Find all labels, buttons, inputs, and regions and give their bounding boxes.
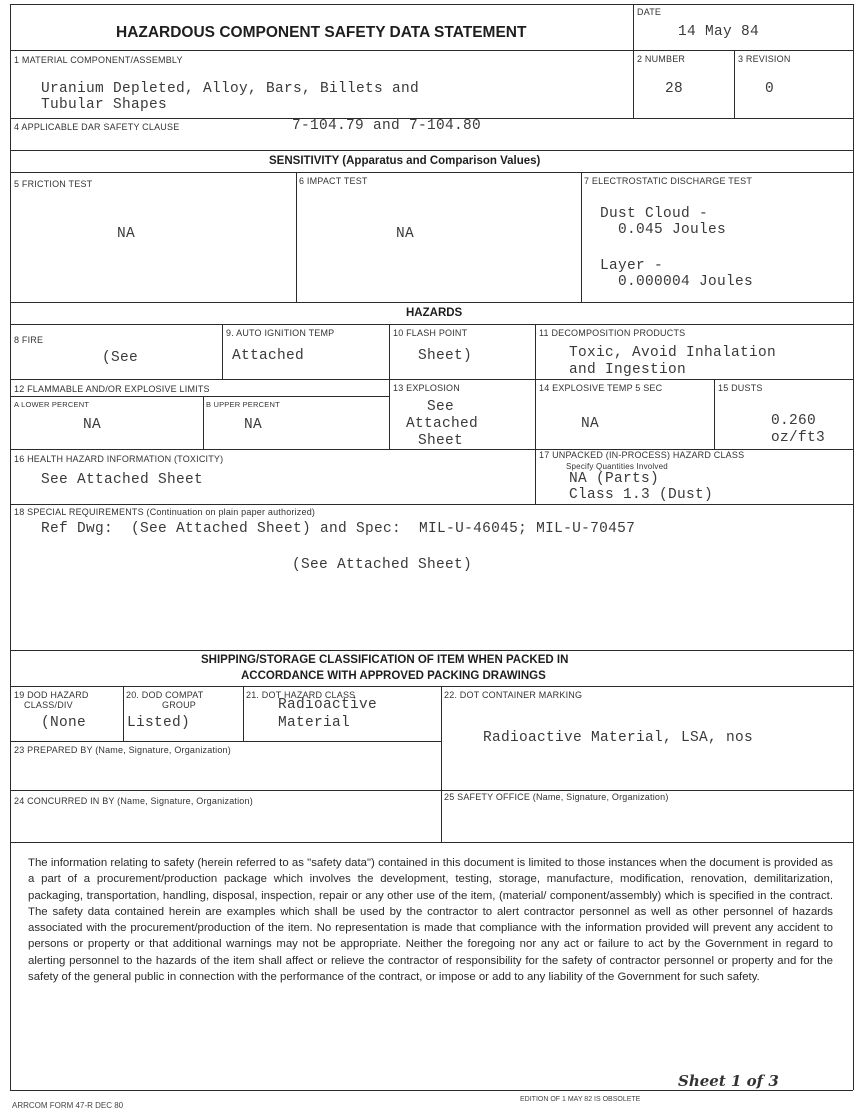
frame-bottom	[10, 1090, 853, 1091]
unpacked-line-2: Class 1.3 (Dust)	[569, 487, 714, 503]
rule-prepared	[10, 790, 853, 791]
unpacked-line-1: NA (Parts)	[569, 471, 660, 487]
concurred-label: 24 CONCURRED IN BY (Name, Signature, Organization)	[14, 796, 253, 806]
autoign-label: 9. AUTO IGNITION TEMP	[226, 328, 335, 338]
special-line-1: Ref Dwg: (See Attached Sheet) and Spec: MIL-U-46045; MIL-U-70457	[41, 521, 636, 537]
rule-special	[10, 650, 853, 651]
divider-safety-office	[441, 790, 442, 842]
material-line-2: Tubular Shapes	[41, 97, 168, 113]
rule-shipping	[10, 686, 853, 687]
dod-hazard-label-2: CLASS/DIV	[24, 700, 73, 710]
rule-sensitivity-end	[10, 302, 853, 303]
rule-concurred	[10, 842, 853, 843]
revision-label: 3 REVISION	[738, 54, 791, 64]
health-label: 16 HEALTH HAZARD INFORMATION (TOXICITY)	[14, 454, 224, 464]
material-line-1: Uranium Depleted, Alloy, Bars, Billets and	[41, 81, 420, 97]
rule-health	[10, 504, 853, 505]
date-value: 14 May 84	[678, 24, 760, 40]
esd-line-4: 0.000004 Joules	[618, 274, 754, 290]
divider-impact	[296, 172, 297, 302]
divider-dusts	[714, 379, 715, 449]
fire-value: (See	[102, 350, 139, 366]
edition-note: EDITION OF 1 MAY 82 IS OBSOLETE	[520, 1096, 641, 1103]
divider-dot-hazard	[243, 686, 244, 741]
divider-dod-compat	[123, 686, 124, 741]
impact-label: 6 IMPACT TEST	[299, 176, 368, 186]
material-label: 1 MATERIAL COMPONENT/ASSEMBLY	[14, 55, 183, 65]
esd-line-3: Layer -	[600, 258, 664, 274]
upper-label: B UPPER PERCENT	[206, 400, 280, 409]
health-value: See Attached Sheet	[41, 472, 204, 488]
shipping-title-line-2: ACCORDANCE WITH APPROVED PACKING DRAWINGS	[241, 670, 546, 682]
rule-dar	[10, 150, 853, 151]
rule-flammable	[10, 396, 389, 397]
flash-label: 10 FLASH POINT	[393, 328, 468, 338]
form-title: HAZARDOUS COMPONENT SAFETY DATA STATEMENT	[116, 24, 527, 41]
date-label: DATE	[637, 7, 662, 17]
divider-esd	[581, 172, 582, 302]
rule-hazards	[10, 324, 853, 325]
fire-label: 8 FIRE	[14, 335, 44, 345]
safety-office-label: 25 SAFETY OFFICE (Name, Signature, Organization)	[444, 792, 669, 802]
dod-hazard-label-1: 19 DOD HAZARD	[14, 690, 89, 700]
divider-explosion	[389, 379, 390, 449]
upper-value: NA	[244, 417, 263, 433]
divider-revision	[734, 50, 735, 118]
impact-value: NA	[396, 226, 415, 242]
unpacked-label: 17 UNPACKED (IN-PROCESS) HAZARD CLASS	[539, 450, 745, 460]
dod-hazard-value: (None	[41, 715, 87, 731]
divider-dot-container	[441, 686, 442, 790]
explosion-label: 13 EXPLOSION	[393, 383, 460, 393]
dusts-label: 15 DUSTS	[718, 383, 763, 393]
divider-decomp	[535, 324, 536, 504]
autoign-value: Attached	[232, 348, 305, 364]
divider-flash	[389, 324, 390, 379]
dusts-line-1: 0.260	[771, 413, 817, 429]
divider-date	[633, 4, 634, 118]
flammable-label: 12 FLAMMABLE AND/OR EXPLOSIVE LIMITS	[14, 384, 210, 394]
unpacked-sublabel: Specify Quantities Involved	[566, 462, 668, 471]
dot-hazard-line-1: Radioactive	[278, 697, 378, 713]
divider-autoign	[222, 324, 223, 379]
explosion-line-1: See	[427, 399, 455, 415]
friction-value: NA	[117, 226, 136, 242]
flash-value: Sheet)	[418, 348, 473, 364]
sensitivity-title: SENSITIVITY (Apparatus and Comparison Values)	[269, 155, 541, 167]
dot-container-value: Radioactive Material, LSA, nos	[483, 730, 754, 746]
dot-container-label: 22. DOT CONTAINER MARKING	[444, 690, 583, 700]
exptemp-value: NA	[581, 416, 600, 432]
number-value: 28	[665, 81, 684, 97]
lower-value: NA	[83, 417, 102, 433]
dod-compat-label-1: 20. DOD COMPAT	[126, 690, 204, 700]
esd-label: 7 ELECTROSTATIC DISCHARGE TEST	[584, 176, 753, 186]
revision-value: 0	[765, 81, 775, 97]
frame-top	[10, 4, 853, 5]
special-line-2: (See Attached Sheet)	[292, 557, 473, 573]
rule-hazards-row-1	[10, 379, 853, 380]
frame-left	[10, 4, 11, 1090]
special-label: 18 SPECIAL REQUIREMENTS (Continuation on plain paper authorized)	[14, 507, 316, 517]
dot-hazard-label: 21. DOT HAZARD CLASS	[246, 690, 356, 700]
decomp-line-2: and Ingestion	[569, 362, 687, 378]
esd-line-1: Dust Cloud -	[600, 206, 709, 222]
decomp-line-1: Toxic, Avoid Inhalation	[569, 345, 777, 361]
rule-sensitivity	[10, 172, 853, 173]
dot-hazard-line-2: Material	[278, 715, 351, 731]
prepared-label: 23 PREPARED BY (Name, Signature, Organization)	[14, 745, 231, 755]
divider-upper	[203, 396, 204, 449]
dar-label: 4 APPLICABLE DAR SAFETY CLAUSE	[14, 122, 180, 132]
number-label: 2 NUMBER	[637, 54, 686, 64]
dar-value: 7-104.79 and 7-104.80	[292, 118, 482, 134]
exptemp-label: 14 EXPLOSIVE TEMP 5 SEC	[539, 383, 663, 393]
shipping-title-line-1: SHIPPING/STORAGE CLASSIFICATION OF ITEM WHEN PACKED IN	[201, 654, 569, 666]
esd-line-2: 0.045 Joules	[618, 222, 727, 238]
explosion-line-3: Sheet	[418, 433, 464, 449]
dod-compat-label-2: GROUP	[162, 700, 197, 710]
frame-right	[853, 4, 854, 1090]
disclaimer-text: The information relating to safety (herein referred to as "safety data") contained in this document is limited to those instances when the document is provided as a part of a procurement/production package which involves the development, testing, storage, manufacture, modification, renovation, demilitarization, packaging, transportation, handling, disposal, inspection, repair or any other use of the item, (material/ component/assembly) which is specified in the contract. The safety data contained herein are examples which shall be used by the contractor to alert contractor personnel as well as other personnel of hazards associated with the procurement/production of the item. No representation is made that compliance with the information provided will prevent any accident to persons or property or that additional warnings may not be appropriate. Neither the foregoing nor any act or failure to act by the Government in regard to alerting personnel to the hazards of the item shall affect or relieve the contractor of responsibility for the safety of contractor personnel or property and for the safety of the general public in connection with the performance of the contract, or impose or add to any liability of the Government for such safety.	[28, 857, 833, 984]
dusts-line-2: oz/ft3	[771, 430, 826, 446]
lower-label: A LOWER PERCENT	[14, 400, 90, 409]
decomp-label: 11 DECOMPOSITION PRODUCTS	[539, 328, 686, 338]
explosion-line-2: Attached	[406, 416, 479, 432]
hazards-title: HAZARDS	[406, 307, 463, 319]
dod-compat-value: Listed)	[127, 715, 191, 731]
form-number: ARRCOM FORM 47-R DEC 80	[12, 1101, 124, 1110]
rule-dod-row	[10, 741, 441, 742]
sheet-note: Sheet 1 of 3	[678, 1072, 779, 1090]
rule-header	[10, 50, 853, 51]
friction-label: 5 FRICTION TEST	[14, 179, 93, 189]
